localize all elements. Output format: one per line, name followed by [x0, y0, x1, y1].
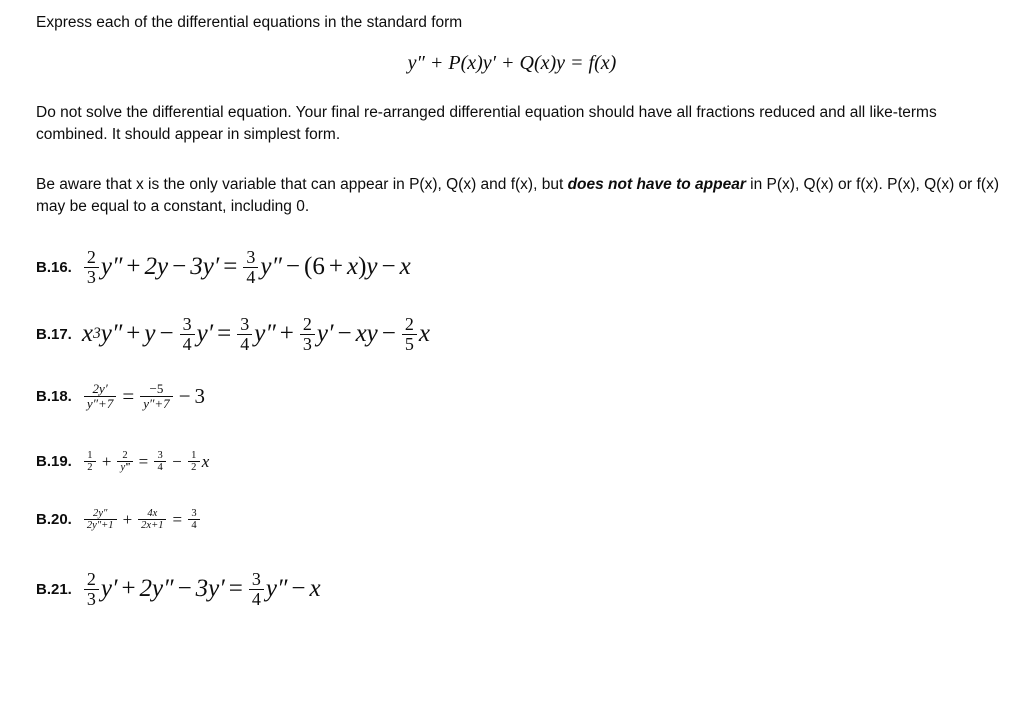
- fraction-numerator: 4x: [147, 508, 158, 519]
- operator-minus: −: [381, 320, 396, 348]
- term-2y: 2y: [144, 253, 169, 281]
- fraction-denominator: 5: [404, 333, 414, 354]
- operator-plus: +: [121, 575, 136, 603]
- fraction-denominator: 4: [251, 588, 261, 609]
- operator-minus: −: [291, 575, 306, 603]
- operator-plus: +: [126, 320, 141, 348]
- problem-b17-equation: [82, 315, 430, 354]
- operator-plus: +: [122, 509, 133, 529]
- problem-b19-equation: [82, 450, 209, 473]
- operator-equals: =: [217, 320, 232, 348]
- problem-b20: [36, 508, 1006, 531]
- term-y-double-prime-rhs: y″: [254, 320, 276, 348]
- fraction-2yprime-over-ydoubleprime-plus-7: [84, 382, 117, 410]
- intro-paragraph-3-part-1: Be aware that x is the only variable that can appear in P(x), Q(x) and f(x), but: [36, 176, 568, 193]
- term-2y-double-prime: 2y″: [139, 575, 174, 603]
- fraction-negative5-over-ydoubleprime-plus-7: [140, 382, 173, 410]
- fraction-numerator: 3: [251, 569, 261, 589]
- standard-form-equation-text: y″ + P(x)y′ + Q(x)y = f(x): [407, 52, 617, 74]
- fraction-numerator: 2: [122, 450, 128, 461]
- fraction-2-over-y-triple-prime: [117, 450, 132, 473]
- operator-minus: −: [178, 383, 191, 408]
- fraction-denominator: 2y″+1: [86, 520, 114, 532]
- operator-plus: +: [279, 320, 294, 348]
- fraction-denominator: 4: [182, 333, 192, 354]
- problem-b16-equation: [82, 248, 411, 287]
- fraction-numerator: 1: [87, 450, 93, 461]
- fraction-denominator: 2x+1: [141, 520, 164, 532]
- problem-b20-equation: [82, 508, 202, 531]
- fraction-denominator: y″+7: [143, 395, 170, 411]
- fraction-numerator: 3: [191, 508, 197, 519]
- operator-equals: =: [122, 383, 135, 408]
- fraction-numerator: 1: [191, 450, 197, 461]
- fraction-denominator: 3: [86, 588, 96, 609]
- problem-b16: [36, 248, 1006, 287]
- problem-b18-equation: [82, 382, 205, 410]
- standard-form-equation: [0, 52, 1024, 75]
- fraction-numerator: 2: [86, 247, 96, 267]
- intro-line-1: Express each of the differential equations in the standard form: [36, 14, 463, 31]
- fraction-three-fourths-rhs: [237, 315, 252, 354]
- intro-paragraph-3: [36, 174, 1008, 219]
- term-y-prime: y′: [196, 320, 214, 348]
- term-y-prime: y′: [100, 575, 118, 603]
- fraction-numerator: 3: [240, 314, 250, 334]
- operator-plus: +: [101, 451, 112, 471]
- constant-3: 3: [194, 383, 206, 408]
- term-xy: xy: [355, 320, 378, 348]
- problem-b20-label: B.20.: [36, 511, 72, 529]
- operator-equals: =: [223, 253, 238, 281]
- term-x: x: [309, 575, 321, 603]
- fraction-denominator: y″+7: [86, 395, 114, 411]
- operator-minus: −: [159, 320, 174, 348]
- problem-b17: [36, 315, 1006, 354]
- fraction-denominator: 3: [302, 333, 312, 354]
- operator-minus: −: [177, 575, 192, 603]
- term-y-double-prime: y″: [265, 575, 288, 603]
- fraction-numerator: 2: [404, 314, 414, 334]
- fraction-three-fourths: [154, 450, 166, 473]
- operator-minus: −: [172, 253, 187, 281]
- fraction-denominator: 4: [157, 462, 163, 474]
- paren-open: (: [304, 253, 313, 281]
- operator-equals: =: [228, 575, 243, 603]
- term-y-double-prime: y″: [100, 253, 123, 281]
- fraction-one-half-rhs: [188, 450, 200, 473]
- problem-b19-label: B.19.: [36, 453, 72, 471]
- fraction-numerator: −5: [149, 381, 164, 396]
- fraction-2ydoubleprime-over-2ydoubleprime-plus-1: [84, 508, 117, 531]
- intro-paragraph-3-emphasis: does not have to appear: [567, 176, 746, 193]
- fraction-denominator: 3: [86, 266, 96, 287]
- fraction-three-fourths: [180, 315, 195, 354]
- intro-paragraph-3-part-2: in P(x), Q(x) or f(x). P(x), Q(x) or f(x) may be equal to a constant, including 0.: [36, 176, 1000, 216]
- operator-equals: =: [138, 451, 149, 471]
- fraction-numerator: 2y′: [92, 381, 108, 396]
- constant-6: 6: [312, 253, 325, 281]
- problem-b17-label: B.17.: [36, 325, 72, 343]
- problem-b19: [36, 450, 1006, 473]
- fraction-two-fifths: [402, 315, 417, 354]
- problem-b21-equation: [82, 570, 321, 609]
- variable-x: x: [81, 320, 93, 348]
- fraction-three-fourths: [249, 570, 264, 609]
- problem-b16-label: B.16.: [36, 258, 72, 276]
- fraction-denominator: 2: [191, 462, 197, 474]
- term-y-double-prime-rhs: y″: [260, 253, 282, 281]
- fraction-denominator: 4: [191, 520, 197, 532]
- operator-plus: +: [126, 253, 141, 281]
- term-y: y: [366, 253, 378, 281]
- fraction-denominator: 4: [240, 333, 250, 354]
- fraction-one-half: [84, 450, 96, 473]
- problem-b21: [36, 570, 1006, 609]
- term-3y-prime: 3y′: [195, 575, 225, 603]
- operator-equals: =: [172, 509, 183, 529]
- variable-x: x: [346, 253, 359, 281]
- fraction-denominator: y‴: [120, 462, 130, 474]
- problem-b18-label: B.18.: [36, 387, 72, 405]
- term-x: x: [418, 320, 430, 348]
- intro-paragraph-2: Do not solve the differential equation. Your final re-arranged differential equation should have all fractions reduced and all like-terms combined. It should appear in simplest form.: [36, 104, 937, 144]
- problem-b18: [36, 382, 1006, 410]
- fraction-4x-over-2x-plus-1: [138, 508, 166, 531]
- term-x: x: [201, 451, 210, 471]
- operator-minus: −: [381, 253, 396, 281]
- exponent-3: 3: [92, 325, 101, 343]
- fraction-three-fourths: [243, 248, 258, 287]
- operator-minus: −: [172, 451, 182, 471]
- term-y-double-prime: y″: [100, 320, 123, 348]
- paren-close: ): [358, 253, 367, 281]
- fraction-three-fourths: [188, 508, 200, 531]
- fraction-two-thirds: [84, 248, 99, 287]
- term-y: y: [144, 320, 156, 348]
- fraction-two-thirds: [84, 570, 99, 609]
- problem-b21-label: B.21.: [36, 580, 72, 598]
- fraction-numerator: 3: [182, 314, 192, 334]
- fraction-numerator: 3: [246, 247, 256, 267]
- operator-minus: −: [285, 253, 301, 281]
- fraction-numerator: 3: [157, 450, 163, 461]
- fraction-numerator: 2y″: [93, 508, 108, 519]
- operator-minus: −: [337, 320, 352, 348]
- fraction-denominator: 2: [87, 462, 93, 474]
- term-y-prime-rhs: y′: [316, 320, 334, 348]
- fraction-numerator: 2: [86, 569, 96, 589]
- fraction-denominator: 4: [246, 266, 256, 287]
- operator-plus: +: [328, 253, 343, 281]
- fraction-numerator: 2: [302, 314, 312, 334]
- fraction-two-thirds: [300, 315, 315, 354]
- term-3y-prime: 3y′: [190, 253, 220, 281]
- term-x: x: [399, 253, 411, 281]
